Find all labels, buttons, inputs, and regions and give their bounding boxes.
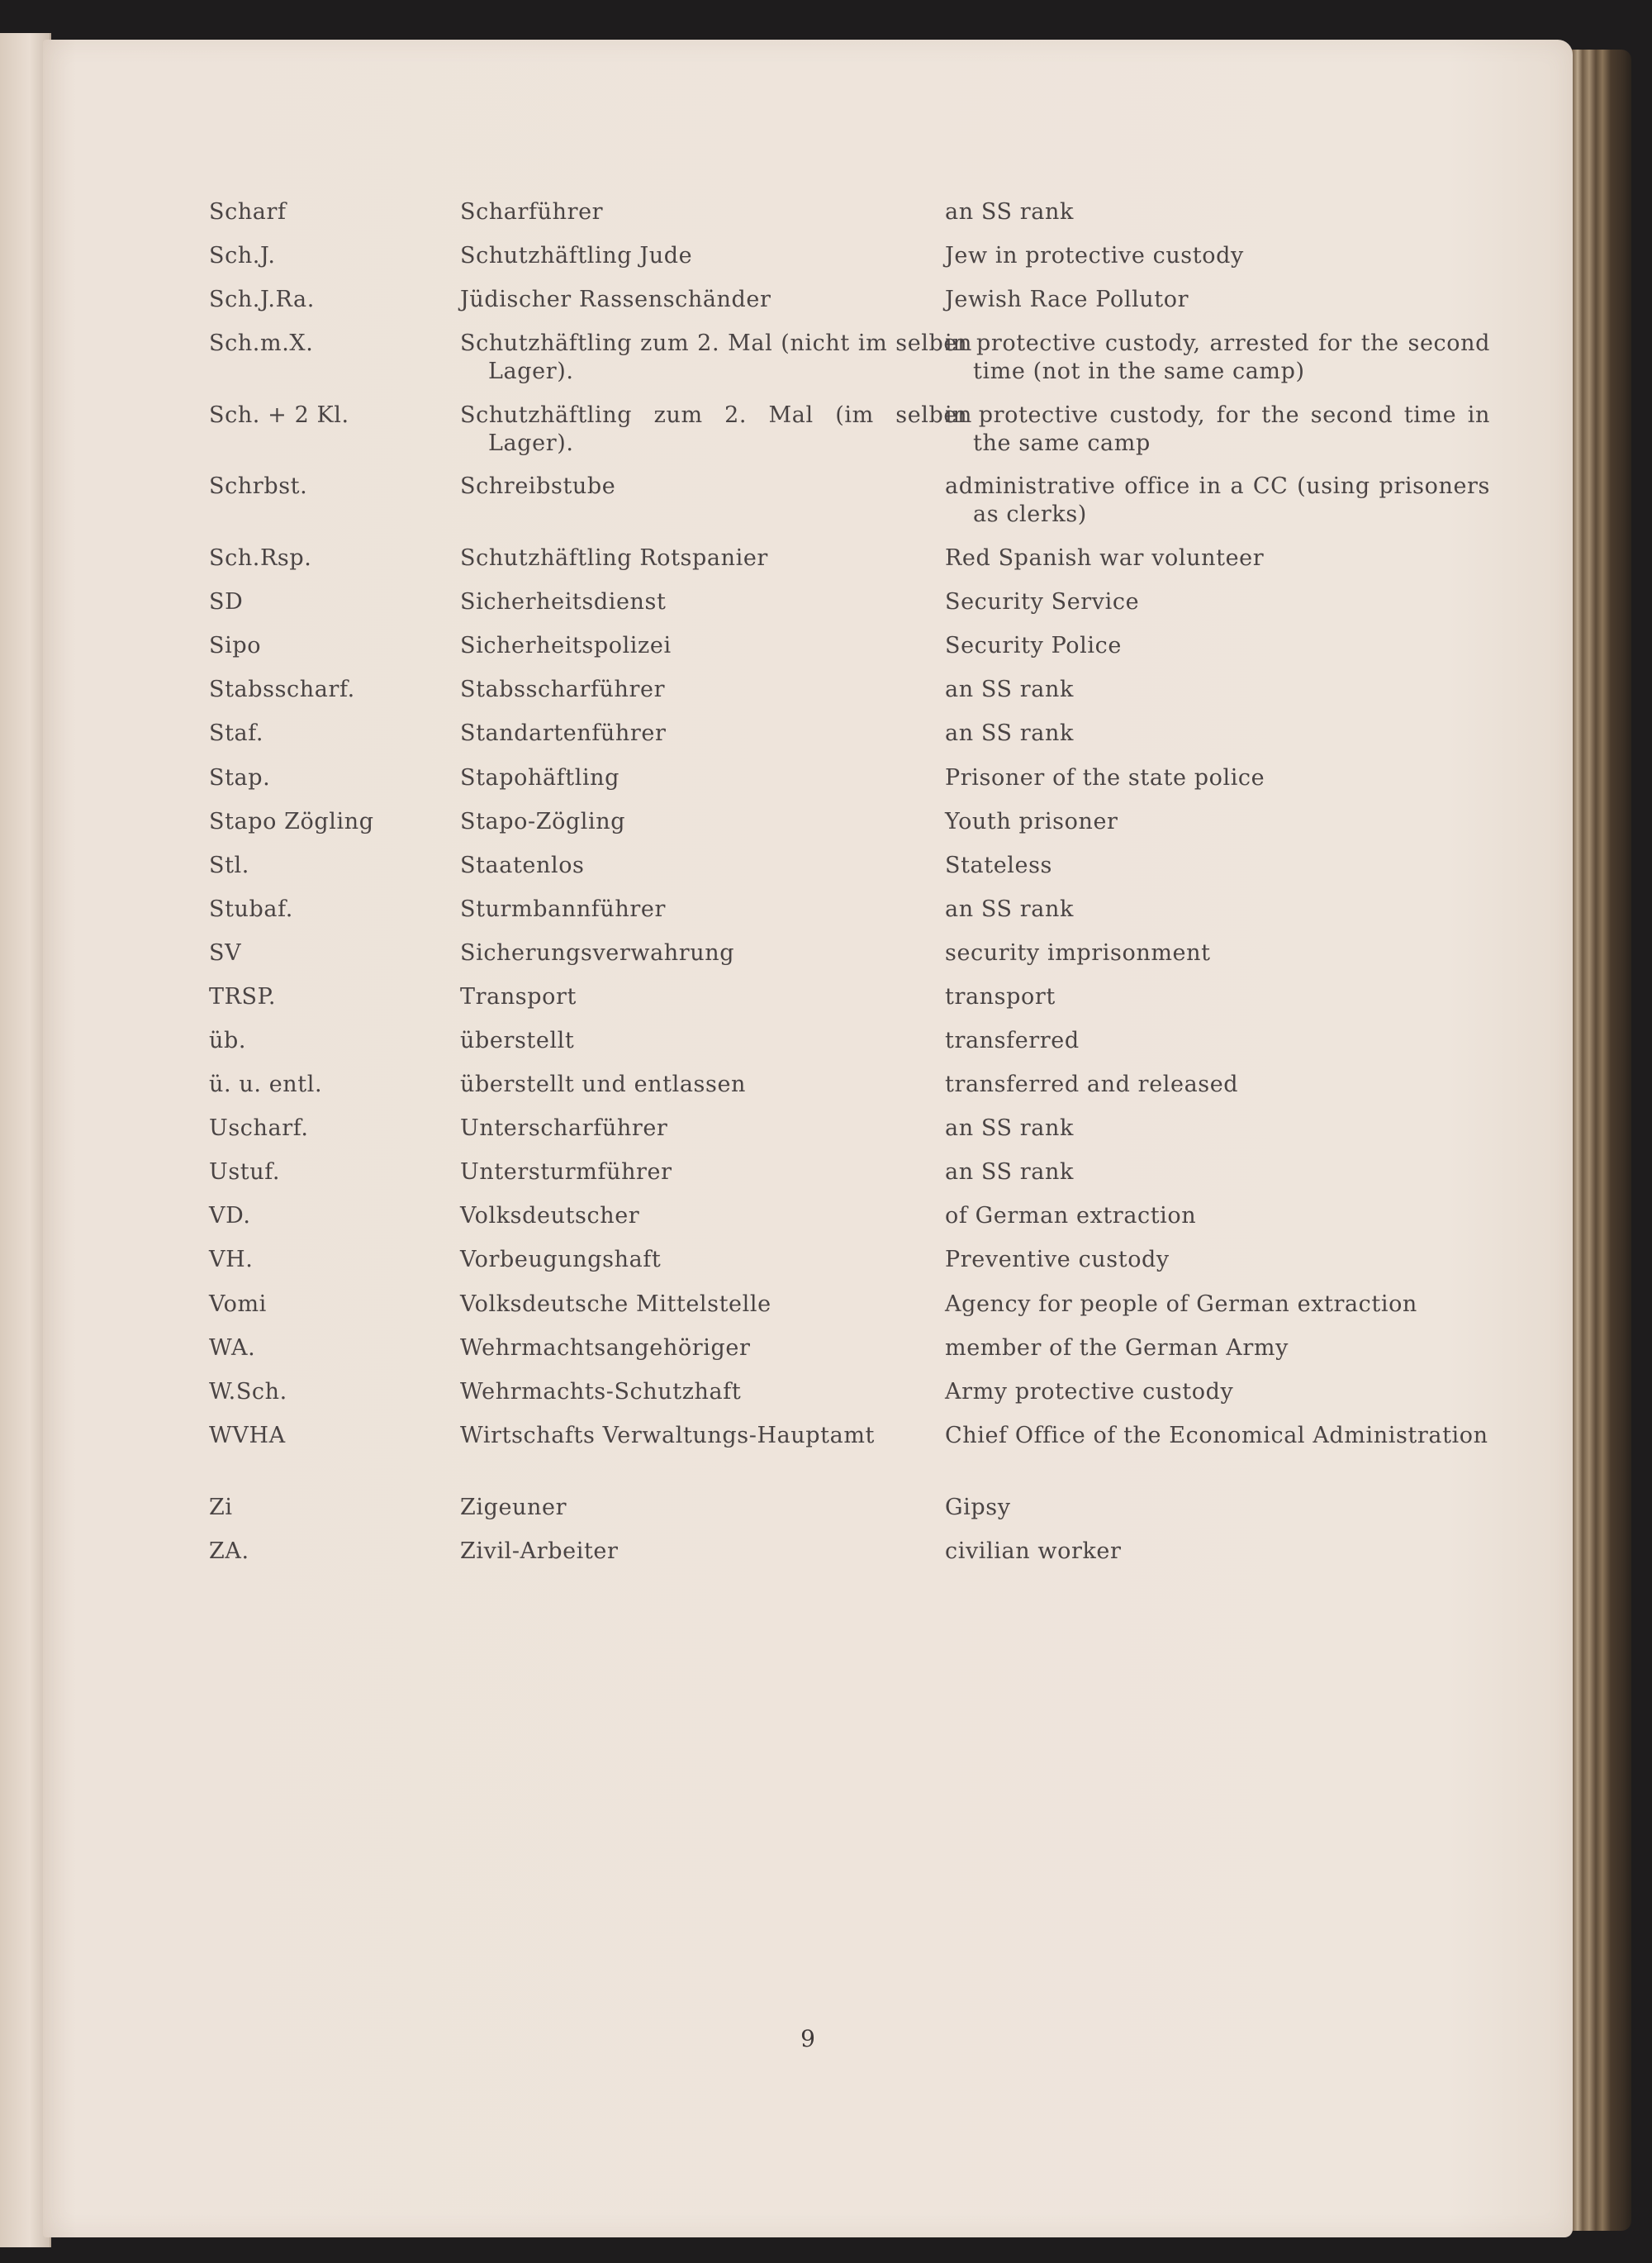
german-term-text: Schutzhäftling zum 2. Mal (im selben Lager).: [460, 402, 972, 456]
abbreviation: [209, 1291, 449, 1319]
english-translation: [945, 1291, 1490, 1319]
english-translation: [945, 1494, 1490, 1522]
book-page: [43, 40, 1573, 2237]
abbreviation-text: Ustuf.: [209, 1159, 281, 1185]
german-term: [460, 1115, 972, 1143]
abbreviation: [209, 588, 449, 616]
abbreviation-text: Vomi: [209, 1291, 267, 1317]
abbreviation-text: SD: [209, 589, 244, 615]
english-translation-text: civilian worker: [945, 1538, 1122, 1564]
abbreviation: [209, 544, 449, 573]
german-term-text: Standartenführer: [460, 720, 667, 746]
english-translation: [945, 1202, 1490, 1230]
english-translation: [945, 808, 1490, 836]
abbreviation-text: Stabsscharf.: [209, 677, 355, 702]
abbreviation-text: Sch. + 2 Kl.: [209, 402, 349, 428]
english-translation: [945, 242, 1490, 270]
german-term-text: überstellt: [460, 1028, 575, 1053]
german-term: [460, 286, 972, 314]
abbreviation: [209, 896, 449, 924]
german-term: [460, 808, 972, 836]
english-translation-text: Youth prisoner: [945, 809, 1118, 834]
english-translation-text: Preventive custody: [945, 1247, 1170, 1272]
german-term-text: Transport: [460, 984, 577, 1010]
german-term-text: Schutzhäftling Rotspanier: [460, 545, 768, 571]
german-term: [460, 983, 972, 1011]
abbreviation: [209, 198, 449, 226]
abbreviation-text: ZA.: [209, 1538, 249, 1564]
german-term-text: überstellt und entlassen: [460, 1072, 747, 1097]
english-translation-text: an SS rank: [945, 1115, 1074, 1141]
english-translation: [945, 720, 1490, 748]
english-translation-text: Stateless: [945, 853, 1052, 878]
german-term-text: Schutzhäftling zum 2. Mal (nicht im selben Lager).: [460, 330, 972, 384]
german-term-text: Unterscharführer: [460, 1115, 668, 1141]
english-translation-text: in protective custody, for the second time in the same camp: [945, 402, 1490, 456]
german-term: [460, 544, 972, 573]
english-translation: [945, 1115, 1490, 1143]
german-term: [460, 473, 972, 501]
german-term: [460, 939, 972, 967]
abbreviation-text: ü. u. entl.: [209, 1072, 323, 1097]
german-term: [460, 1538, 972, 1566]
german-term: [460, 1494, 972, 1522]
german-term-text: Untersturmführer: [460, 1159, 672, 1185]
english-translation-text: of German extraction: [945, 1203, 1197, 1229]
german-term-text: Zivil-Arbeiter: [460, 1538, 619, 1564]
abbreviation: [209, 1378, 449, 1406]
english-translation-text: an SS rank: [945, 896, 1074, 922]
english-translation-text: transferred: [945, 1028, 1080, 1053]
abbreviation: [209, 1334, 449, 1362]
abbreviation-text: Stap.: [209, 765, 271, 791]
english-translation-text: Jewish Race Pollutor: [945, 287, 1189, 312]
german-term: [460, 632, 972, 660]
german-term: [460, 1291, 972, 1319]
english-translation-text: an SS rank: [945, 720, 1074, 746]
english-translation-text: an SS rank: [945, 677, 1074, 702]
abbreviation: [209, 1538, 449, 1566]
german-term-text: Stabsscharführer: [460, 677, 666, 702]
abbreviation: [209, 764, 449, 792]
english-translation: [945, 544, 1490, 573]
abbreviation: [209, 983, 449, 1011]
german-term-text: Volksdeutscher: [460, 1203, 640, 1229]
english-translation-text: transport: [945, 984, 1056, 1010]
english-translation: [945, 983, 1490, 1011]
english-translation: [945, 198, 1490, 226]
english-translation-text: Army protective custody: [945, 1379, 1234, 1405]
english-translation-text: Gipsy: [945, 1495, 1011, 1520]
english-translation: [945, 286, 1490, 314]
german-term-text: Stapohäftling: [460, 765, 620, 791]
english-translation: [945, 939, 1490, 967]
english-translation: [945, 1158, 1490, 1186]
english-translation-text: Agency for people of German extraction: [945, 1291, 1417, 1317]
english-translation-text: Chief Office of the Economical Administration: [945, 1423, 1488, 1448]
english-translation: [945, 1378, 1490, 1406]
german-term-text: Schreibstube: [460, 473, 616, 499]
abbreviation: [209, 632, 449, 660]
english-translation: [945, 473, 1490, 529]
abbreviation-text: WA.: [209, 1335, 256, 1361]
german-term-text: Wehrmachts-Schutzhaft: [460, 1379, 742, 1405]
german-term: [460, 1158, 972, 1186]
abbreviation: [209, 1027, 449, 1055]
page-number: 9: [800, 2025, 815, 2052]
german-term: [460, 1334, 972, 1362]
abbreviation-text: Stubaf.: [209, 896, 293, 922]
german-term-text: Schutzhäftling Jude: [460, 243, 693, 269]
abbreviation-text: VD.: [209, 1203, 251, 1229]
english-translation-text: administrative office in a CC (using prisoners as clerks): [945, 473, 1490, 527]
english-translation: [945, 1538, 1490, 1566]
abbreviation: [209, 1246, 449, 1274]
abbreviation-text: WVHA: [209, 1423, 286, 1448]
english-translation-text: Prisoner of the state police: [945, 765, 1265, 791]
abbreviation-text: Sch.m.X.: [209, 330, 314, 356]
abbreviation-text: Staf.: [209, 720, 264, 746]
english-translation-text: in protective custody, arrested for the second time (not in the same camp): [945, 330, 1490, 384]
english-translation-text: an SS rank: [945, 199, 1074, 225]
german-term: [460, 198, 972, 226]
abbreviation-text: Zi: [209, 1495, 233, 1520]
english-translation: [945, 402, 1490, 458]
german-term-text: Sicherheitsdienst: [460, 589, 667, 615]
german-term: [460, 1246, 972, 1274]
english-translation: [945, 852, 1490, 880]
german-term: [460, 764, 972, 792]
abbreviation: [209, 676, 449, 704]
german-term: [460, 896, 972, 924]
english-translation-text: Security Service: [945, 589, 1140, 615]
english-translation: [945, 1027, 1490, 1055]
german-term-text: Volksdeutsche Mittelstelle: [460, 1291, 771, 1317]
english-translation-text: Security Police: [945, 633, 1122, 658]
abbreviation-text: Sipo: [209, 633, 262, 658]
english-translation-text: Jew in protective custody: [945, 243, 1244, 269]
abbreviation: [209, 720, 449, 748]
abbreviation-text: Sch.Rsp.: [209, 545, 312, 571]
german-term: [460, 1071, 972, 1099]
german-term: [460, 720, 972, 748]
german-term-text: Sicherheitspolizei: [460, 633, 672, 658]
german-term: [460, 588, 972, 616]
english-translation: [945, 330, 1490, 386]
english-translation: [945, 1071, 1490, 1099]
german-term-text: Wehrmachtsangehöriger: [460, 1335, 751, 1361]
german-term-text: Vorbeugungshaft: [460, 1247, 662, 1272]
english-translation: [945, 764, 1490, 792]
abbreviation-text: Uscharf.: [209, 1115, 309, 1141]
english-translation: [945, 1246, 1490, 1274]
abbreviation: [209, 1202, 449, 1230]
abbreviation-text: Stapo Zögling: [209, 809, 374, 834]
abbreviation-text: W.Sch.: [209, 1379, 287, 1405]
abbreviation-text: Sch.J.: [209, 243, 276, 269]
english-translation-text: Red Spanish war volunteer: [945, 545, 1265, 571]
german-term: [460, 1202, 972, 1230]
german-term-text: Staatenlos: [460, 853, 585, 878]
english-translation: [945, 1334, 1490, 1362]
english-translation-text: transferred and released: [945, 1072, 1239, 1097]
abbreviation: [209, 1071, 449, 1099]
english-translation: [945, 896, 1490, 924]
german-term: [460, 1027, 972, 1055]
abbreviation: [209, 852, 449, 880]
german-term: [460, 402, 972, 458]
german-term-text: Jüdischer Rassenschänder: [460, 287, 771, 312]
abbreviation: [209, 1115, 449, 1143]
english-translation: [945, 632, 1490, 660]
english-translation: [945, 588, 1490, 616]
german-term: [460, 242, 972, 270]
abbreviation: [209, 808, 449, 836]
abbreviation: [209, 242, 449, 270]
english-translation-text: security imprisonment: [945, 940, 1211, 966]
german-term-text: Scharführer: [460, 199, 604, 225]
abbreviation-text: VH.: [209, 1247, 254, 1272]
abbreviation-text: üb.: [209, 1028, 247, 1053]
abbreviation-text: Scharf: [209, 199, 287, 225]
german-term-text: Zigeuner: [460, 1495, 567, 1520]
english-translation: [945, 676, 1490, 704]
abbreviation-text: Sch.J.Ra.: [209, 287, 315, 312]
german-term: [460, 330, 972, 386]
german-term-text: Sturmbannführer: [460, 896, 666, 922]
abbreviation-text: Stl.: [209, 853, 249, 878]
abbreviation-text: Schrbst.: [209, 473, 308, 499]
english-translation-text: an SS rank: [945, 1159, 1074, 1185]
abbreviation: [209, 1422, 449, 1450]
english-translation: [945, 1422, 1490, 1450]
german-term: [460, 1378, 972, 1406]
german-term-text: Stapo-Zögling: [460, 809, 626, 834]
german-term: [460, 1422, 972, 1450]
german-term: [460, 676, 972, 704]
abbreviation: [209, 1494, 449, 1522]
abbreviation: [209, 286, 449, 314]
abbreviation: [209, 330, 449, 358]
german-term: [460, 852, 972, 880]
english-translation-text: member of the German Army: [945, 1335, 1289, 1361]
german-term-text: Wirtschafts Verwaltungs-Hauptamt: [460, 1423, 875, 1448]
german-term-text: Sicherungsverwahrung: [460, 940, 735, 966]
abbreviation-text: TRSP.: [209, 984, 277, 1010]
abbreviation: [209, 402, 449, 430]
abbreviation: [209, 473, 449, 501]
abbreviation-text: SV: [209, 940, 242, 966]
abbreviation: [209, 939, 449, 967]
abbreviation: [209, 1158, 449, 1186]
